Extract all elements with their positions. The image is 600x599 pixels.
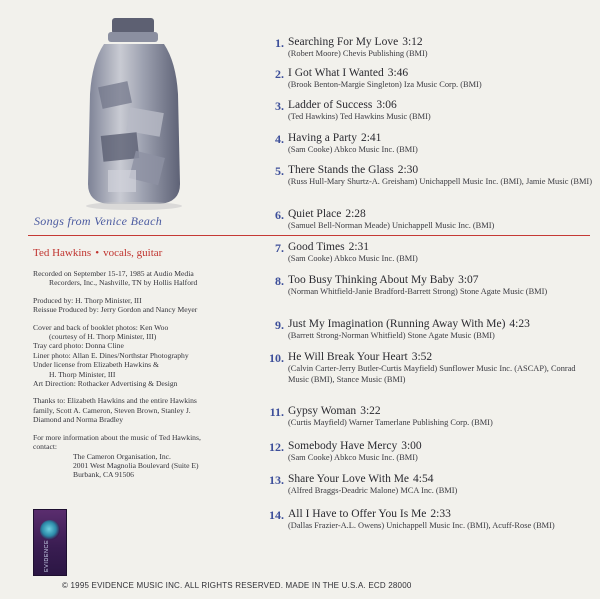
credit-block-producers xyxy=(33,296,265,315)
track-time: 3:06 xyxy=(376,99,397,111)
track-title: There Stands the Glass xyxy=(288,164,394,176)
track-title: Gypsy Woman xyxy=(288,405,357,417)
track-credit: (Samuel Bell-Norman Meade) Unichappell Music Inc. (BMI) xyxy=(288,221,495,230)
credit-block-contact xyxy=(33,433,265,480)
contact-street: 2001 West Magnolia Boulevard (Suite E) xyxy=(73,460,199,470)
track-time: 3:12 xyxy=(402,36,423,48)
logo-label: EVIDENCE xyxy=(44,539,50,572)
credit-line: Diamond and Norma Bradley xyxy=(33,415,124,425)
track-number: 14. xyxy=(269,508,284,522)
credit-line: Recorders, Inc., Nashville, TN by Hollis Halford xyxy=(49,278,198,288)
swirl-icon xyxy=(40,520,60,540)
track-number: 6. xyxy=(275,208,284,222)
evidence-logo xyxy=(33,509,67,576)
track-title: Share Your Love With Me xyxy=(288,473,410,485)
track-credit: (Sam Cooke) Abkco Music Inc. (BMI) xyxy=(288,145,418,154)
track-title: I Got What I Wanted xyxy=(288,67,384,79)
track-credit: (Robert Moore) Chevis Publishing (BMI) xyxy=(288,49,428,58)
track-number: 7. xyxy=(275,241,284,255)
liner-credits xyxy=(33,269,265,488)
credit-line: family, Scott A. Cameron, Steven Brown, Stanley J. xyxy=(33,405,191,415)
track-time: 3:07 xyxy=(458,274,479,286)
track-credit: (Brook Benton-Margie Singleton) Iza Music Corp. (BMI) xyxy=(288,80,482,89)
credit-line: Under license from Elizabeth Hawkins & xyxy=(33,360,159,370)
credit-line: Tray card photo: Donna Cline xyxy=(33,341,124,351)
track-title: Good Times xyxy=(288,241,345,253)
track-credit: (Sam Cooke) Abkco Music Inc. (BMI) xyxy=(288,453,418,462)
track-title-line xyxy=(288,405,381,417)
track-time: 3:46 xyxy=(387,67,409,79)
credit-line: Recorded on September 15-17, 1985 at Audio Media xyxy=(33,269,194,278)
bullet-separator: • xyxy=(95,247,100,259)
track-credit: (Curtis Mayfield) Warner Tamerlane Publishing Corp. (BMI) xyxy=(288,418,493,427)
track-number: 4. xyxy=(275,132,284,146)
track-credit: (Calvin Carter-Jerry Butler-Curtis Mayfield) Sunflower Music Inc. (ASCAP), Conrad Music (BMI), Stance Music (BMI) xyxy=(288,364,576,384)
credit-block-recording xyxy=(33,269,265,288)
track-time: 4:23 xyxy=(509,318,530,330)
track-number: 5. xyxy=(275,164,284,178)
track-number: 8. xyxy=(275,274,284,288)
credit-line: Reissue Produced by: Jerry Gordon and Nancy Meyer xyxy=(33,305,198,315)
credit-line: Art Direction: Rothacker Advertising & Design xyxy=(33,379,178,389)
track-title: Quiet Place xyxy=(288,208,342,220)
track-time: 2:41 xyxy=(360,132,382,144)
track-title-line xyxy=(288,208,366,220)
track-credit: (Norman Whitfield-Janie Bradford-Barrett Strong) Stone Agate Music (BMI) xyxy=(288,287,548,296)
track-number: 9. xyxy=(275,318,284,332)
track-number: 3. xyxy=(275,99,284,113)
track-title: All I Have to Offer You Is Me xyxy=(288,508,427,520)
credit-line: Cover and back of booklet photos: Ken Woo xyxy=(33,322,169,332)
track-title-line xyxy=(288,36,423,48)
contact-org: The Cameron Organisation, Inc. xyxy=(73,451,171,461)
track-title-line xyxy=(288,440,422,452)
track-title: Searching For My Love xyxy=(288,36,399,48)
artist-role: vocals, guitar xyxy=(103,247,163,259)
artist-line xyxy=(33,247,162,259)
track-title-line xyxy=(288,274,479,286)
track-title-line xyxy=(288,508,451,520)
track-number: 13. xyxy=(269,473,284,487)
track-time: 3:00 xyxy=(401,440,422,452)
credit-line: Produced by: H. Thorp Minister, III xyxy=(33,295,142,305)
track-title-line xyxy=(288,99,397,111)
copyright-footer: © 1995 EVIDENCE MUSIC INC. ALL RIGHTS RESERVED. MADE IN THE U.S.A. ECD 28000 xyxy=(62,581,412,590)
track-title-line xyxy=(288,241,369,253)
credit-line: (courtesy of H. Thorp Minister, III) xyxy=(49,332,157,342)
track-title: Having a Party xyxy=(288,132,357,144)
track-time: 4:54 xyxy=(413,473,434,485)
track-time: 3:22 xyxy=(360,405,381,417)
track-time: 2:33 xyxy=(430,508,451,520)
credit-line: Liner photo: Allan E. Dines/Northstar Photography xyxy=(33,350,189,360)
jar-photo xyxy=(78,14,190,210)
track-number: 1. xyxy=(275,36,284,50)
credit-line: H. Thorp Minister, III xyxy=(49,369,116,379)
track-time: 2:31 xyxy=(348,241,370,253)
track-title-line xyxy=(288,67,408,79)
album-title: Songs from Venice Beach xyxy=(34,214,163,228)
track-time: 2:30 xyxy=(397,164,419,176)
track-credit: (Sam Cooke) Abkco Music Inc. (BMI) xyxy=(288,254,418,263)
track-title: Too Busy Thinking About My Baby xyxy=(288,274,455,286)
track-title-line xyxy=(288,132,381,144)
credit-line: contact: xyxy=(33,442,58,452)
divider-rule xyxy=(28,235,590,236)
track-time: 2:28 xyxy=(345,208,366,220)
track-number: 10. xyxy=(269,351,284,365)
track-credit: (Alfred Braggs-Deadric Malone) MCA Inc. (BMI) xyxy=(288,486,458,495)
track-title-line xyxy=(288,351,432,363)
track-title-line xyxy=(288,473,433,485)
credit-line: Thanks to: Elizabeth Hawkins and the entire Hawkins xyxy=(33,396,197,406)
track-title-line xyxy=(288,318,530,330)
track-number: 2. xyxy=(275,67,284,81)
track-title: Just My Imagination (Running Away With Me) xyxy=(288,318,506,330)
track-credit: (Ted Hawkins) Ted Hawkins Music (BMI) xyxy=(288,112,431,121)
track-time: 3:52 xyxy=(411,351,433,363)
track-credit: (Dallas Frazier-A.L. Owens) Unichappell Music Inc. (BMI), Acuff-Rose (BMI) xyxy=(288,521,555,530)
track-number: 11. xyxy=(269,405,284,419)
contact-city: Burbank, CA 91506 xyxy=(73,470,134,480)
track-title: Ladder of Success xyxy=(288,99,373,111)
track-title-line xyxy=(288,164,418,176)
credit-line: For more information about the music of Ted Hawkins, xyxy=(33,432,201,442)
track-title: Somebody Have Mercy xyxy=(288,440,398,452)
track-number: 12. xyxy=(269,440,284,454)
track-credit: (Russ Hull-Mary Shurtz-A. Greisham) Unichappell Music Inc. (BMI), Jamie Music (BMI) xyxy=(288,177,593,186)
track-title: He Will Break Your Heart xyxy=(288,351,408,363)
track-credit: (Barrett Strong-Norman Whitfield) Stone Agate Music (BMI) xyxy=(288,331,495,340)
credit-block-photos xyxy=(33,323,265,389)
artist-name: Ted Hawkins xyxy=(33,247,92,259)
credit-block-thanks xyxy=(33,396,265,424)
